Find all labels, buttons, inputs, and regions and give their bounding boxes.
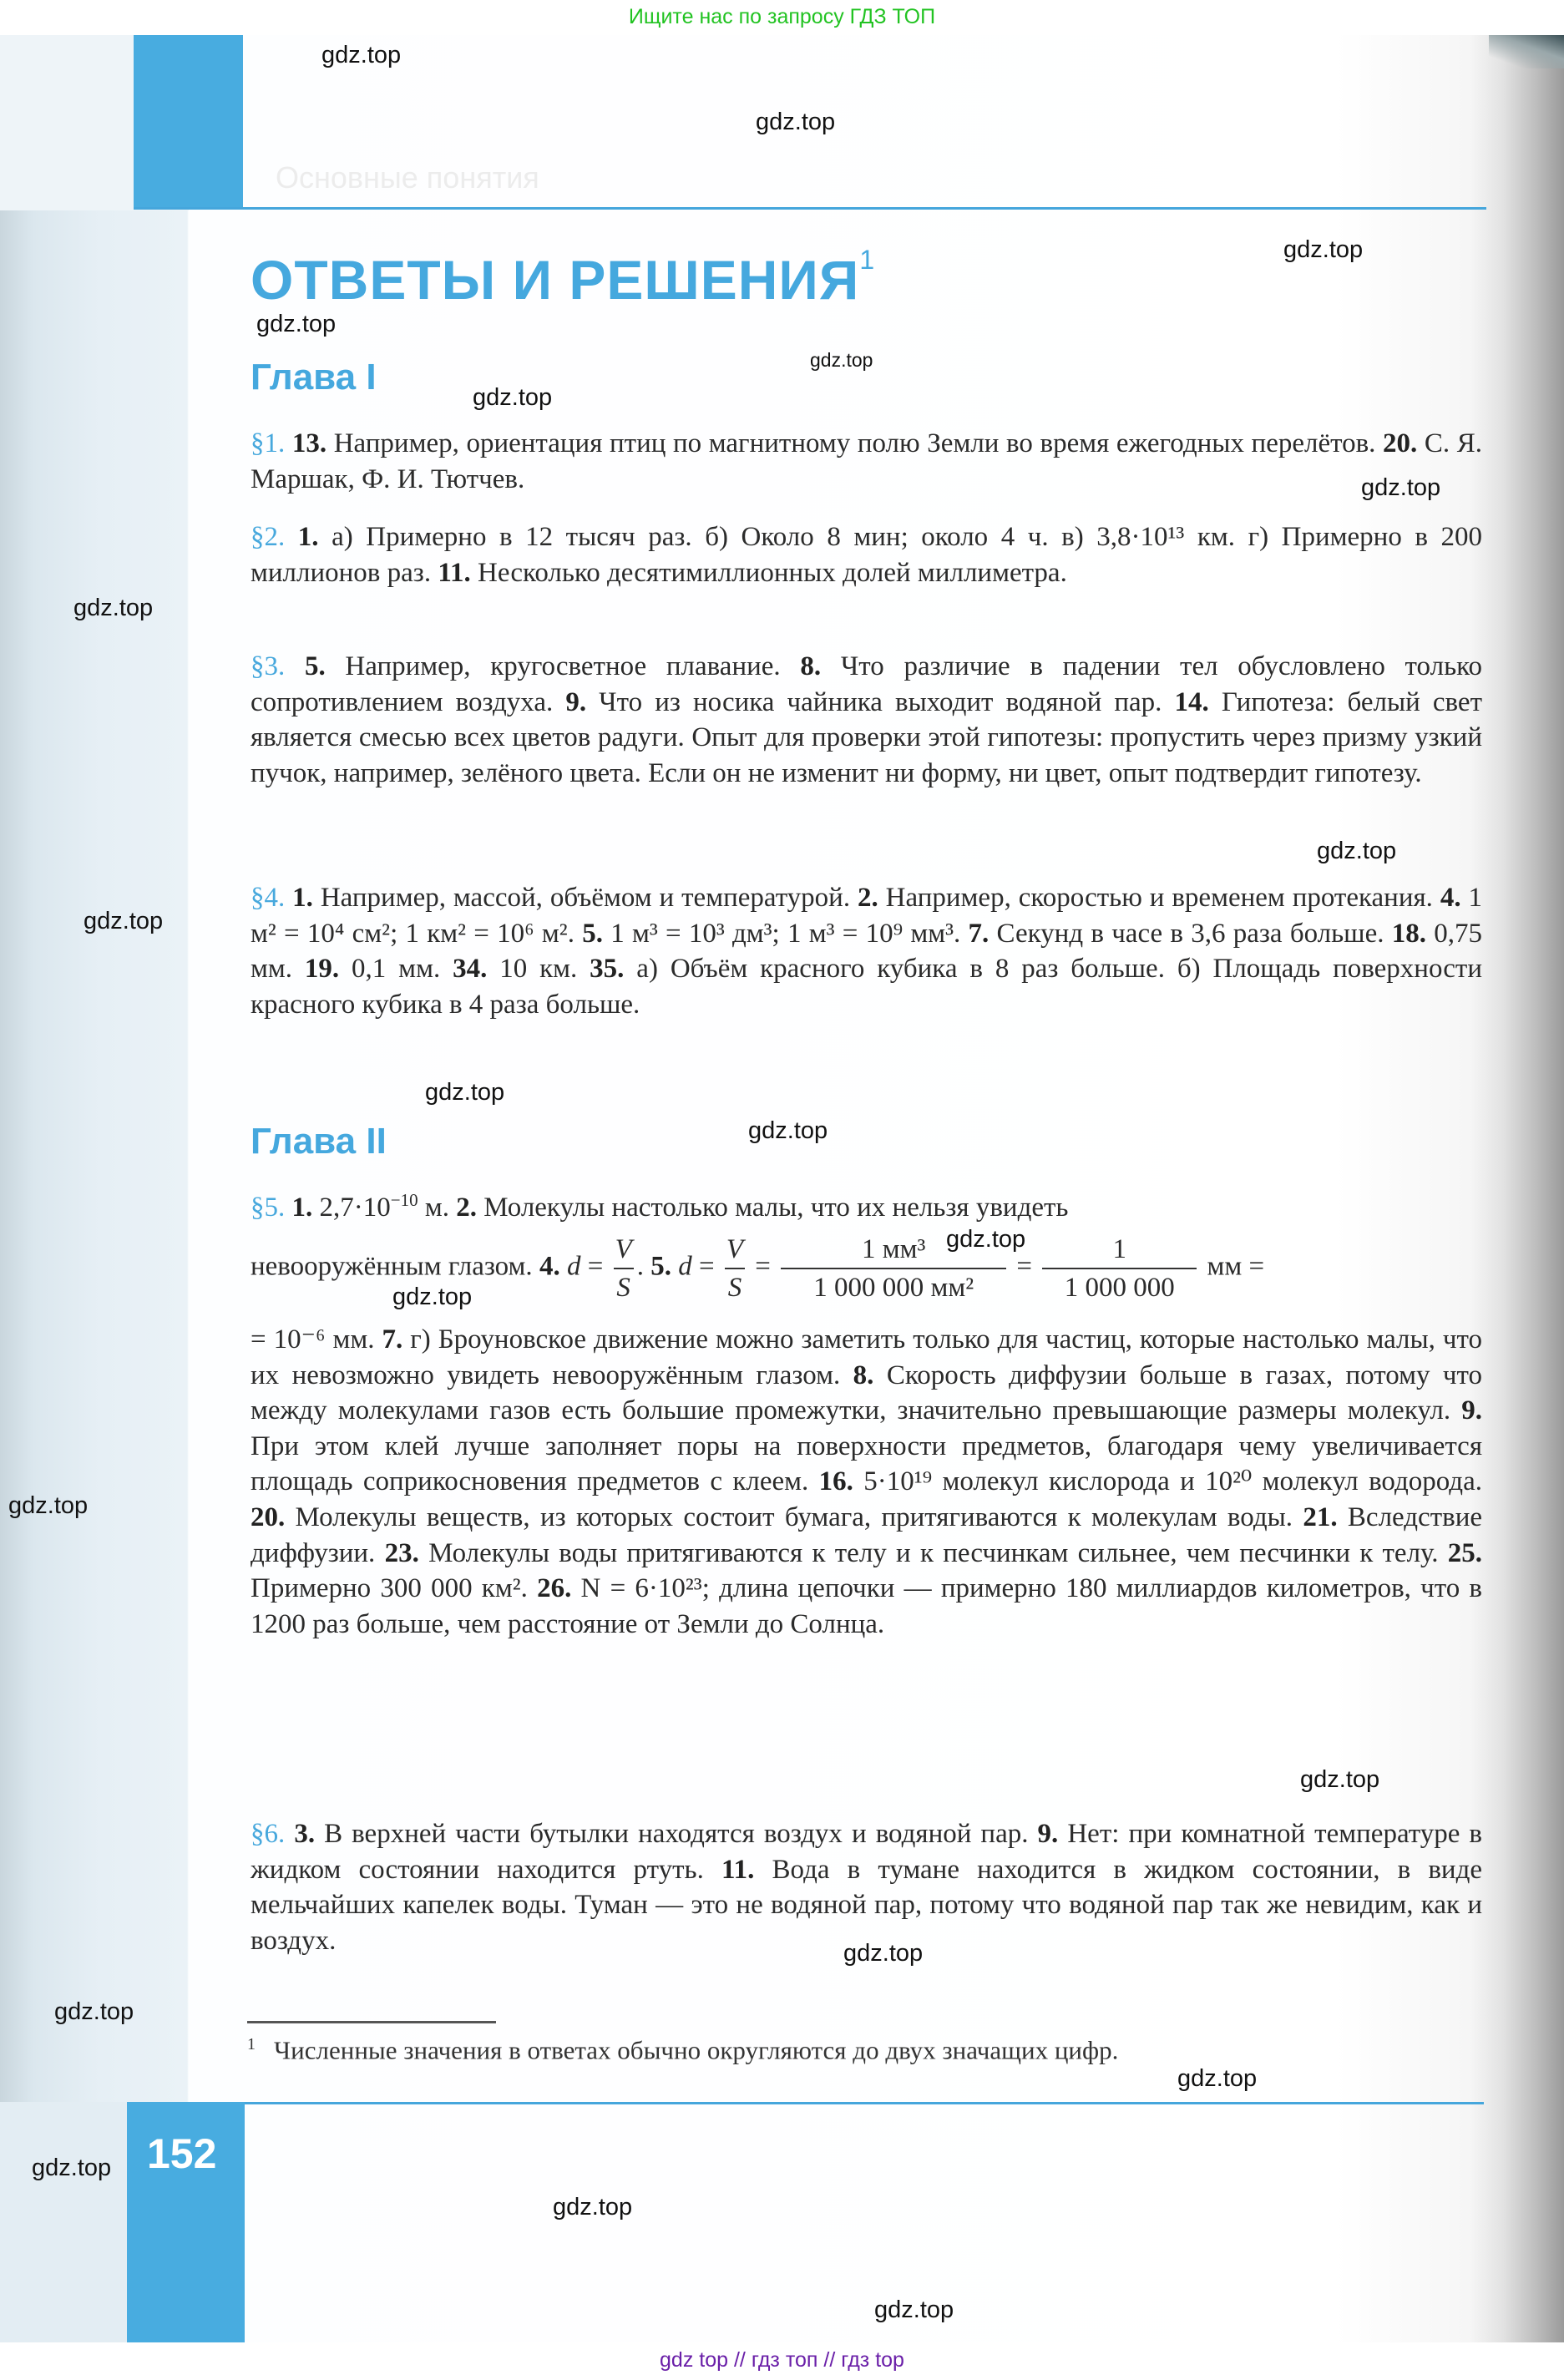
watermark: gdz.top [810,349,873,371]
answer-text: м. [418,1193,457,1223]
answer-number: 7. [968,918,990,949]
page-gutter-bottom [0,2102,127,2344]
answer-number: 9. [1461,1395,1482,1426]
answer-text: Молекулы воды притягиваются к телу и к песчинкам сильнее, чем песчинки к телу. [418,1537,1448,1568]
site-footer [0,2342,1564,2380]
answer-number: 11. [721,1854,755,1885]
watermark: gdz.top [1361,474,1441,501]
section-2 [251,519,1482,590]
watermark: gdz.top [32,2155,112,2181]
answer-text: а) Примерно в 12 тысяч раз. б) Около 8 мин; около 4 ч. в) 3,8·10¹³ км. г) Примерно в 200 миллионов раз. [251,522,1482,588]
chapter-heading-2: Глава II [251,1121,387,1162]
answer-text: = 10⁻⁶ мм. [251,1324,382,1355]
numerator: 1 [1042,1231,1197,1269]
denominator: S [616,1273,630,1303]
answer-text: С. Я. Маршак, Ф. И. Тютчев. [251,428,1482,494]
answer-text: N = 6·10²³; длина цепочки — примерно 180 миллиардов километров, что в 1200 раз больше, чем расстояние от Земли до Солнца. [251,1573,1482,1639]
section-1 [251,426,1482,497]
answer-text: При этом клей лучше заполняет поры на поверхности предметов, благодаря чему увеличивается площадь соприкосновения предметов с клеем. [251,1431,1482,1497]
answer-number: 5. [650,1251,671,1282]
answer-text: Молекулы веществ, из которых состоит бумага, притягиваются к молекулам воды. [285,1501,1303,1532]
answer-text: мм = [1207,1251,1265,1282]
bleed-through-heading: Основные понятия [276,160,539,195]
formula-variable: d [678,1251,692,1282]
answer-number: 26. [537,1573,572,1604]
watermark: gdz.top [1300,1766,1380,1793]
answer-text: Примерно 300 000 км². [251,1573,538,1604]
site-banner [0,0,1564,35]
answer-number: 4. [539,1251,560,1282]
answer-text: 2,7·10 [312,1193,391,1223]
footnote-text: Численные значения в ответах обычно округляются до двух значащих цифр. [274,2035,1119,2065]
section-number: §1. [251,428,286,458]
title-footnote-mark: 1 [859,245,876,275]
answer-number: 9. [1037,1819,1059,1849]
section-4 [251,880,1482,1022]
watermark: gdz.top [553,2194,633,2220]
answer-text: Что из носика чайника выходит водяной пар. [586,686,1175,717]
site-banner-text: Ищите нас по запросу ГДЗ ТОП [628,5,936,28]
answer-number: 35. [590,954,625,985]
footnote-divider [247,2021,496,2023]
section-number: §3. [251,651,286,681]
answer-number: 2. [858,883,878,913]
watermark: gdz.top [8,1492,89,1519]
footnote-mark: 1 [247,2035,256,2053]
watermark: gdz.top [1283,236,1364,263]
decorative-blue-band-top [134,35,243,208]
fraction-one-millionth [1042,1231,1197,1306]
answer-number: 25. [1447,1537,1482,1568]
answer-text: Что различие в падении тел обусловлено только сопротивлением воздуха. [251,651,1482,717]
book-page [0,35,1564,2342]
page-number: 152 [147,2130,217,2177]
answer-number: 1. [297,522,319,552]
answer-number: 8. [800,651,822,681]
answer-number: 2. [456,1193,477,1223]
answer-number: 9. [565,686,587,717]
section-6 [251,1816,1482,1958]
answer-text: Скорость диффузии больше в газах, потому что между молекулами газов есть большие промежутки, значительно превышающие размеры молекул. [251,1360,1482,1426]
denominator: S [727,1273,742,1303]
formula-variable: d [566,1251,581,1282]
fraction-v-over-s [614,1231,634,1306]
page-title-text: ОТВЕТЫ И РЕШЕНИЯ [251,249,860,311]
answer-number: 13. [291,428,327,458]
answer-text: а) Объём красного кубика в 8 раз больше. б) Площадь поверхности красного кубика в 4 раза больше. [251,954,1482,1020]
fraction-v-over-s [725,1231,745,1306]
answer-text: невооружённым глазом. [251,1251,539,1282]
watermark: gdz.top [1317,838,1397,864]
footer-rule [127,2102,1484,2104]
answer-text: 0,75 мм. [251,918,1483,985]
numerator: V [614,1231,634,1269]
answer-number: 7. [382,1324,403,1355]
answer-number: 20. [1383,428,1418,458]
answer-number: 19. [304,954,340,985]
answer-text: 0,1 мм. [339,954,453,985]
chapter-heading-1: Глава I [251,357,377,398]
answer-number: 11. [438,557,471,588]
watermark: gdz.top [321,42,402,68]
answer-text: 10 км. [487,954,590,985]
watermark: gdz.top [84,908,164,934]
header-rule [134,207,1486,210]
answer-text: Например, скоростью и временем протекания. [878,883,1440,913]
answer-text: Секунд в часе в 3,6 раза больше. [989,918,1392,949]
answer-text: Вследствие диффузии. [251,1501,1482,1568]
watermark: gdz.top [425,1079,505,1106]
answer-number: 1. [291,1193,313,1223]
answer-text: Молекулы настолько малы, что их нельзя увидеть [476,1193,1069,1223]
answer-text: В верхней части бутылки находятся воздух и водяной пар. [315,1819,1038,1849]
answer-number: 20. [251,1501,286,1532]
answer-text: 1 м³ = 10³ дм³; 1 м³ = 10⁹ мм³. [602,918,969,949]
answer-text: Например, ориентация птиц по магнитному полю Земли во время ежегодных перелётов. [326,428,1384,458]
section-number: §6. [251,1819,286,1849]
section-5-formulas: невооружённым глазом. 4. d = $\frac{V}{S}$ . 5. d = $\frac{V}{S}$ = $\frac{\text{1 мм³}}{\text{1 000 000 мм²}}$ = $\frac{1}{1 000 000}$ мм = [251,1231,1482,1306]
answer-text: Например, массой, объёмом и температурой. [312,883,858,913]
denominator: 1 000 000 [1064,1273,1175,1303]
section-5-intro [251,1190,1482,1226]
answer-text: Несколько десятимиллионных долей миллиметра. [470,557,1067,588]
watermark: gdz.top [1177,2065,1258,2092]
section-number: §4. [251,883,286,913]
footnote [247,2035,1483,2065]
site-footer-text: gdz top // гдз топ // гдз top [660,2348,904,2372]
answer-number: 21. [1303,1501,1338,1532]
watermark: gdz.top [392,1284,473,1310]
answer-number: 8. [853,1360,874,1390]
answer-number: 5. [304,651,326,681]
exponent: −10 [390,1190,418,1210]
watermark: gdz.top [73,595,154,621]
watermark: gdz.top [256,311,337,337]
numerator: 1 мм³ [781,1231,1006,1269]
answer-text: 5·10¹⁹ молекул кислорода и 10²⁰ молекул водорода. [853,1466,1482,1497]
answer-number: 1. [292,883,313,913]
answer-text: 1 м² = 10⁴ см²; 1 км² = 10⁶ м². [251,883,1483,949]
answer-number: 5. [582,918,603,949]
watermark: gdz.top [54,1998,134,2025]
answer-text: г) Броуновское движение можно заметить только для частиц, которые настолько малы, что их невозможно увидеть невооружённым глазом. [251,1324,1482,1390]
section-number: §2. [251,522,286,552]
watermark: gdz.top [473,384,553,411]
watermark: gdz.top [748,1117,828,1144]
section-5-rest [251,1322,1482,1642]
denominator: 1 000 000 мм² [813,1273,974,1303]
watermark: gdz.top [874,2296,954,2323]
watermark: gdz.top [756,109,836,135]
section-3 [251,649,1482,791]
page-title [251,245,876,311]
watermark: gdz.top [843,1940,924,1967]
numerator: V [725,1231,745,1269]
answer-number: 14. [1174,686,1209,717]
answer-text: Например, кругосветное плавание. [325,651,801,681]
answer-number: 23. [384,1537,419,1568]
answer-number: 18. [1391,918,1426,949]
answer-text: Гипотеза: белый свет является смесью всех цветов радуги. Опыт для проверки этой гипотезы: пропустить через призму узкий пучок, например, зелёного цвета. Если он не изменит ни форму, ни цвет, опыт подтвердит гипотезу. [251,686,1482,788]
answer-text: Нет: при комнатной температуре в жидком состоянии находится ртуть. [251,1819,1483,1885]
answer-number: 34. [453,954,488,985]
section-number: §5. [251,1193,286,1223]
page-corner-shadow [1489,35,1564,68]
answer-number: 16. [818,1466,853,1497]
watermark: gdz.top [946,1226,1026,1253]
answer-number: 4. [1440,883,1461,913]
answer-number: 3. [294,1819,316,1849]
answer-text: Вода в тумане находится в жидком состоянии, в виде мельчайших капелек воды. Туман — это не водяной пар, потому что водяной пар так же невидим, как и воздух. [251,1854,1482,1956]
